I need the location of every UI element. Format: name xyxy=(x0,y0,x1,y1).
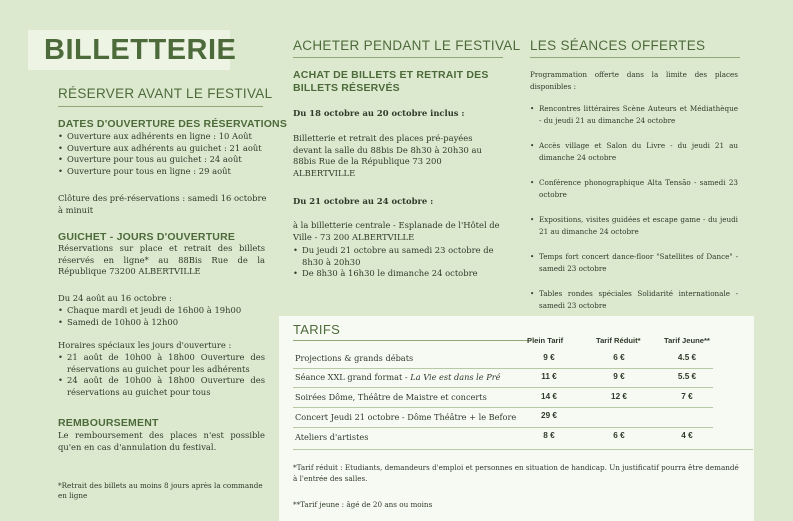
right-heading-rule xyxy=(530,57,740,58)
block2-title: Du 21 octobre au 24 octobre : xyxy=(293,196,434,206)
tarif-plein: 8 € xyxy=(543,431,555,440)
refund-title: REMBOURSEMENT xyxy=(58,417,159,429)
middle-subheading: ACHAT DE BILLETS ET RETRAIT DES BILLETS RÉSERVÉS xyxy=(293,69,489,94)
guichet-period: Du 24 août au 16 octobre : xyxy=(58,293,172,303)
tarif-reduit-note: *Tarif réduit : Etudiants, demandeurs d'emploi et personnes en situation de handicap. Un justificatif pourra être demandé à l'entrée des salles. xyxy=(293,463,739,483)
tarif-reduit: 9 € xyxy=(613,372,625,381)
tarif-reduit: 6 € xyxy=(613,353,625,362)
column-jeune: Tarif Jeune** xyxy=(664,336,710,345)
tarif-jeune: 4 € xyxy=(681,431,693,440)
guichet-intro: Réservations sur place et retrait des billets réservés en ligne* au 88Bis Rue de la République 73200 ALBERTVILLE xyxy=(58,243,265,276)
closing-text: Clôture des pré-réservations : samedi 16 octobre à minuit xyxy=(58,193,267,215)
tarif-reduit: 6 € xyxy=(613,431,625,440)
list-item: • Expositions, visites guidées et escape game - du jeudi 21 au dimanche 24 octobre xyxy=(530,214,738,237)
list-item: • Ouverture pour tous au guichet : 24 août xyxy=(58,154,273,166)
tarif-jeune: 4.5 € xyxy=(677,353,697,362)
special-title: Horaires spéciaux les jours d'ouverture : xyxy=(58,340,232,350)
list-item: • Temps fort concert dance-floor "Satellites of Dance" - samedi 23 octobre xyxy=(530,251,738,274)
list-item: • Tables rondes spéciales Solidarité internationale - samedi 23 octobre xyxy=(530,288,738,311)
list-item: • De 8h30 à 16h30 le dimanche 24 octobre xyxy=(293,268,505,280)
refund-text: Le remboursement des places n'est possible qu'en en cas d'annulation du festival. xyxy=(58,430,265,452)
tarifs-heading-rule xyxy=(293,340,529,341)
list-item: • Samedi de 10h00 à 12h00 xyxy=(58,317,268,329)
row-divider xyxy=(293,449,753,450)
list-item: • 21 août de 10h00 à 18h00 Ouverture des réservations au guichet pour les adhérents xyxy=(58,352,265,375)
row-divider xyxy=(293,368,713,369)
left-footnote: *Retrait des billets au moins 8 jours après la commande en ligne xyxy=(58,481,263,500)
left-heading: RÉSERVER AVANT LE FESTIVAL xyxy=(58,86,273,101)
right-heading: LES SÉANCES OFFERTES xyxy=(530,38,706,53)
tarif-plein: 29 € xyxy=(541,411,557,420)
left-heading-rule xyxy=(58,106,263,107)
page-title-banner xyxy=(28,30,237,70)
tarif-row-label: Concert Jeudi 21 octobre - Dôme Théâtre + le Before xyxy=(295,412,517,422)
dates-title: DATES D'OUVERTURE DES RÉSERVATIONS xyxy=(58,118,288,130)
tarif-plein: 11 € xyxy=(541,372,557,381)
tarif-plein: 9 € xyxy=(543,353,555,362)
column-reduit: Tarif Réduit* xyxy=(596,336,641,345)
tarifs-panel xyxy=(279,316,754,521)
page-title: BILLETTERIE xyxy=(44,34,237,66)
tarif-row-label: Soirées Dôme, Théâtre de Maistre et concerts xyxy=(295,392,487,402)
list-item: • Chaque mardi et jeudi de 16h00 à 19h00 xyxy=(58,305,268,317)
block1-title: Du 18 octobre au 20 octobre inclus : xyxy=(293,108,465,118)
guichet-title: GUICHET - JOURS D'OUVERTURE xyxy=(58,231,236,243)
column-plein: Plein Tarif xyxy=(527,336,564,345)
middle-heading: ACHETER PENDANT LE FESTIVAL xyxy=(293,38,521,53)
tarif-jeune-note: **Tarif jeune : âgé de 20 ans ou moins xyxy=(293,500,433,509)
tarifs-heading: TARIFS xyxy=(293,322,341,337)
list-item: • Ouverture aux adhérents au guichet : 21 août xyxy=(58,143,273,155)
tarif-row-label: Séance XXL grand format - La Vie est dans le Pré xyxy=(295,372,501,382)
guichet-list xyxy=(58,305,268,328)
list-item: • Rencontres littéraires Scène Auteurs et Médiathèque - du jeudi 21 au dimanche 24 octobre xyxy=(530,103,738,126)
block2-text: à la billetterie centrale - Esplanade de l'Hôtel de Ville - 73 200 ALBERTVILLE xyxy=(293,220,500,242)
middle-heading-rule xyxy=(293,57,503,58)
list-item: • 24 août de 10h00 à 18h00 Ouverture des réservations au guichet pour tous xyxy=(58,375,265,398)
tarif-plein: 14 € xyxy=(541,392,557,401)
block1-text: Billetterie et retrait des places pré-payées devant la salle du 88bis De 8h30 à 20h30 au 88bis Rue de la République 73 200 ALBERTVILLE xyxy=(293,133,482,178)
list-item: • Du jeudi 21 octobre au samedi 23 octobre de 8h30 à 20h30 xyxy=(293,245,505,268)
list-item: • Conférence phonographique Alta Tensão - samedi 23 octobre xyxy=(530,177,738,200)
right-list xyxy=(530,103,738,311)
list-item: • Ouverture aux adhérents en ligne : 10 Août xyxy=(58,131,273,143)
list-item: • Accès village et Salon du Livre - du jeudi 21 au dimanche 24 octobre xyxy=(530,140,738,163)
row-divider xyxy=(293,427,713,428)
tarif-jeune: 5.5 € xyxy=(677,372,697,381)
block2-list xyxy=(293,245,505,280)
tarif-jeune: 7 € xyxy=(681,392,693,401)
right-intro: Programmation offerte dans la limite des places disponibles : xyxy=(530,70,738,91)
tarif-row-label: Ateliers d'artistes xyxy=(295,432,369,442)
dates-list xyxy=(58,131,273,177)
row-divider xyxy=(293,407,713,408)
special-list xyxy=(58,352,265,398)
tarif-reduit: 12 € xyxy=(611,392,627,401)
row-divider xyxy=(293,387,713,388)
tarif-row-label: Projections & grands débats xyxy=(295,353,414,363)
list-item: • Ouverture pour tous en ligne : 29 août xyxy=(58,166,273,178)
